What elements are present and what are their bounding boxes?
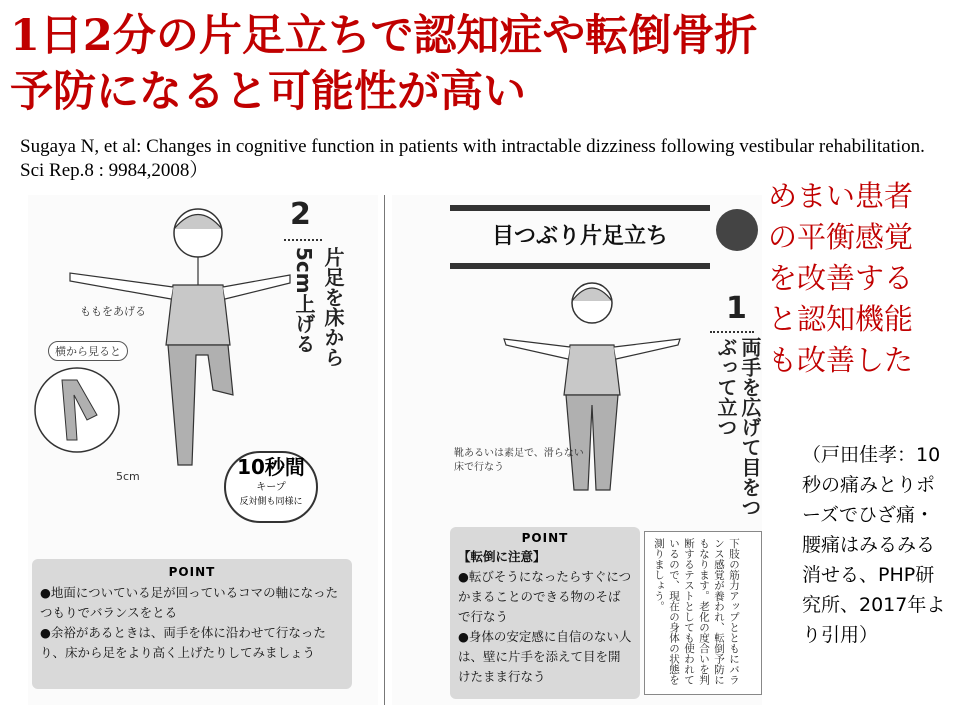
step-number-1: 1 (726, 291, 747, 326)
point-item-right-2: ●身体の安定感に自信のない人は、壁に片手を添えて目を開けたまま行なう (458, 629, 632, 684)
citation: Sugaya N, et al: Changes in cognitive function in patients with intractable dizziness following vestibular rehabilitation. Sci Rep.8 : 9984,2008） (20, 136, 925, 181)
note-text-right: 下肢の筋力アップとともにバランス感覚が養われ、転倒予防にもなります。老化の度合いを判断するテストとしても使われているので、現在の身体の状態を測りましょう。 (653, 538, 740, 685)
timer-value: 10秒間 (237, 455, 305, 479)
callout-line-2: の平衡感覚 (768, 220, 914, 254)
side-view-inset (32, 365, 122, 455)
point-box-right (450, 527, 640, 699)
step-divider-right (710, 331, 754, 333)
scan-divider (384, 195, 385, 705)
kneeling-person-icon (716, 209, 758, 251)
findings-callout (768, 176, 948, 381)
callout-line-3: を改善する (768, 261, 914, 295)
source-note: （戸田佳孝：10秒の痛みとりポーズでひざ痛・腰痛はみるみる消せる、PHP研究所、2017年より引用） (802, 444, 946, 646)
point-subheader-right: 【転倒に注意】 (458, 549, 546, 564)
point-item-left-1: ●地面についている足が回っているコマの軸になったつもりでバランスをとる (40, 585, 339, 620)
right-illustration-panel (392, 195, 762, 705)
step-instruction-right: 両手を広げて目をつぶって立つ (714, 337, 762, 517)
note-box-right (644, 531, 762, 695)
step-instruction-left: 片足を床から5cm上げる (292, 247, 345, 367)
point-item-left-2: ●余裕があるときは、両手を体に沿わせて行なったり、床から足をより高く上げたりしてみましょう (40, 625, 326, 660)
title-line-1: 1日2分の片足立ちで認知症や転倒骨折 (10, 11, 758, 61)
timer-note: 反対側も同様に (239, 497, 303, 507)
point-header-right: POINT (521, 531, 569, 545)
timer-badge (224, 451, 318, 523)
label-side-view: 横から見ると (48, 341, 128, 361)
point-box-left (32, 559, 352, 689)
callout-line-1: めまい患者 (768, 179, 914, 213)
point-item-right-1: ●転びそうになったらすぐにつかまることのできる物のそばで行なう (458, 569, 632, 624)
timer-keep: キープ (256, 482, 286, 493)
step-number-2: 2 (290, 197, 311, 232)
left-illustration-panel (28, 195, 378, 705)
label-floor: 靴あるいは素足で、滑らない床で行なう (454, 448, 584, 473)
callout-line-5: も改善した (768, 343, 914, 377)
callout-line-4: と認知機能 (768, 302, 914, 336)
step-divider (284, 239, 322, 241)
right-header-title: 目つぶり片足立ち (491, 224, 668, 249)
label-5cm: 5cm (116, 470, 140, 483)
page-title (10, 8, 950, 120)
right-header-band (450, 205, 710, 269)
title-line-2: 予防になると可能性が高い (10, 67, 526, 117)
point-header-left: POINT (168, 565, 216, 579)
label-thigh: ももをあげる (80, 305, 146, 318)
